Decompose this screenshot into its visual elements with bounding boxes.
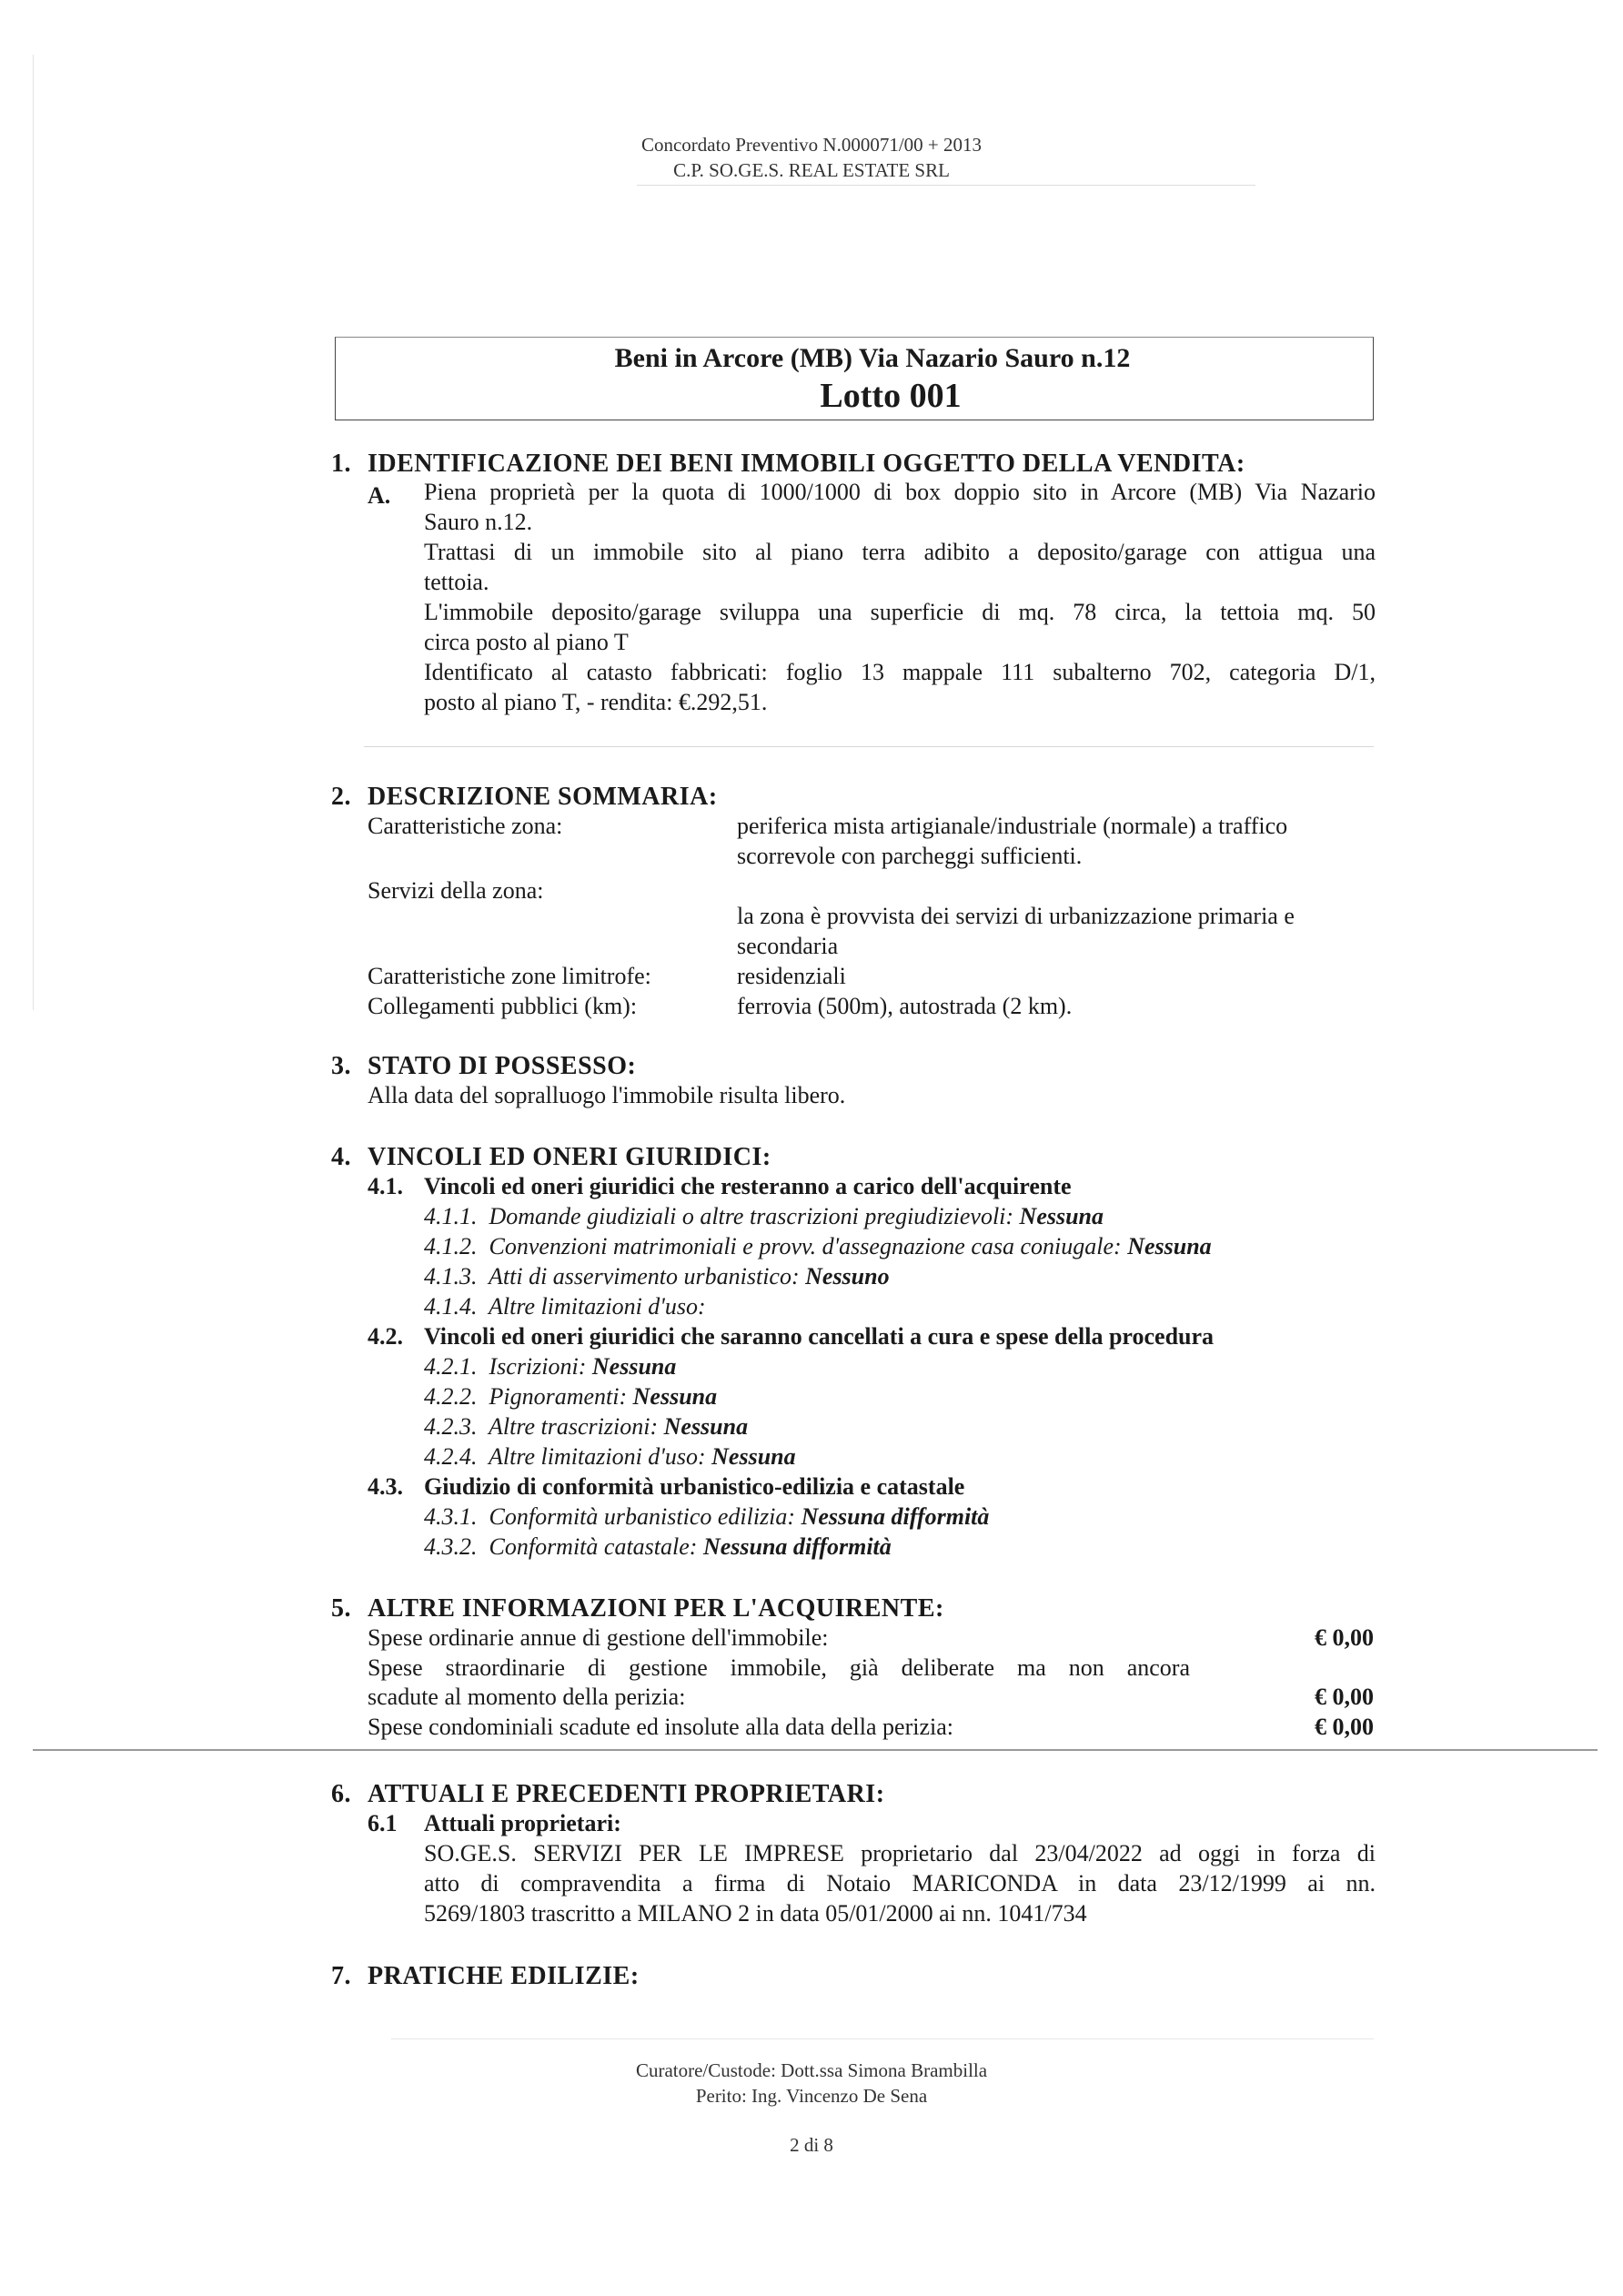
subsection-number: 4.2. — [368, 1323, 403, 1350]
item-value: Nessuna — [591, 1353, 677, 1380]
list-item — [424, 1203, 1104, 1230]
subsection-title: Vincoli ed oneri giuridici che resteranno a carico dell'acquirente — [424, 1173, 1072, 1199]
section-2-number: 2. — [331, 783, 351, 811]
s1-line: Trattasi di un immobile sito al piano terra adibito a deposito/garage con attigua una — [424, 539, 1376, 565]
s1-line: tettoia. — [424, 569, 489, 595]
item-label: Iscrizioni: — [489, 1353, 587, 1380]
desc-label: Caratteristiche zona: — [368, 813, 563, 839]
owner-line: atto di compravendita a firma di Notaio MARICONDA in data 23/12/1999 ai nn. — [424, 1870, 1376, 1896]
desc-value: scorrevole con parcheggi sufficienti. — [737, 843, 1083, 869]
subsection-number: 6.1 — [368, 1810, 398, 1836]
s1-line: Identificato al catasto fabbricati: foglio 13 mappale 111 subalterno 702, categoria D/1, — [424, 659, 1376, 685]
item-number: 4.2.1. — [424, 1353, 478, 1380]
item-number: 4.1.3. — [424, 1263, 478, 1290]
desc-value: residenziali — [737, 963, 846, 989]
section-7-title: PRATICHE EDILIZIE: — [368, 1962, 640, 1990]
item-value: Nessuna — [1019, 1203, 1104, 1229]
list-item — [424, 1503, 989, 1531]
list-item — [424, 1533, 892, 1561]
item-number: 4.1.4. — [424, 1293, 478, 1320]
desc-value: ferrovia (500m), autostrada (2 km). — [737, 993, 1073, 1019]
expense-amount: € 0,00 — [1315, 1624, 1374, 1651]
item-number: 4.2.4. — [424, 1443, 478, 1470]
section-7-number: 7. — [331, 1962, 351, 1990]
item-number: 4.3.2. — [424, 1533, 478, 1560]
expense-label: scadute al momento della perizia: — [368, 1684, 686, 1710]
item-value: Nessuna — [1127, 1233, 1212, 1259]
item-label: Pignoramenti: — [489, 1383, 628, 1410]
desc-value: la zona è provvista dei servizi di urbanizzazione primaria e — [737, 903, 1295, 929]
item-number: 4.2.2. — [424, 1383, 478, 1410]
list-item — [424, 1443, 796, 1471]
horizontal-rule — [33, 1749, 1598, 1751]
section-1-number: 1. — [331, 450, 351, 478]
item-label: Atti di asservimento urbanistico: — [489, 1263, 800, 1290]
desc-label: Caratteristiche zone limitrofe: — [368, 963, 651, 989]
expense-amount: € 0,00 — [1315, 1684, 1374, 1710]
item-value: Nessuna — [711, 1443, 796, 1470]
section-4-number: 4. — [331, 1143, 351, 1171]
item-number: 4.3.1. — [424, 1503, 478, 1530]
item-label: Altre trascrizioni: — [489, 1413, 659, 1440]
subsection-title: Attuali proprietari: — [424, 1810, 621, 1836]
s1-line: L'immobile deposito/garage sviluppa una superficie di mq. 78 circa, la tettoia mq. 50 — [424, 599, 1376, 625]
expense-label: Spese straordinarie di gestione immobile, già deliberate ma non ancora — [368, 1654, 1190, 1681]
section-divider — [364, 746, 1374, 747]
item-label: Domande giudiziali o altre trascrizioni pregiudizievoli: — [489, 1203, 1014, 1229]
expense-amount: € 0,00 — [1315, 1714, 1374, 1740]
desc-label: Collegamenti pubblici (km): — [368, 993, 638, 1019]
desc-label: Servizi della zona: — [368, 877, 544, 904]
section-6-title: ATTUALI E PRECEDENTI PROPRIETARI: — [368, 1780, 885, 1808]
section-1-title: IDENTIFICAZIONE DEI BENI IMMOBILI OGGETTO DELLA VENDITA: — [368, 450, 1245, 478]
list-item — [424, 1353, 676, 1381]
item-value: Nessuna difformità — [801, 1503, 990, 1530]
owner-line: SO.GE.S. SERVIZI PER LE IMPRESE proprietario dal 23/04/2022 ad oggi in forza di — [424, 1840, 1376, 1866]
subsection-title: Vincoli ed oneri giuridici che saranno cancellati a cura e spese della procedura — [424, 1323, 1215, 1350]
s1-line: posto al piano T, - rendita: €.292,51. — [424, 689, 768, 715]
item-label: Conformità urbanistico edilizia: — [489, 1503, 796, 1530]
item-number: 4.2.3. — [424, 1413, 478, 1440]
item-number: 4.1.2. — [424, 1233, 478, 1259]
page-header — [0, 132, 1623, 183]
subsection-number: 4.3. — [368, 1473, 403, 1500]
section-5-number: 5. — [331, 1594, 351, 1623]
expense-label: Spese condominiali scadute ed insolute alla data della perizia: — [368, 1714, 953, 1740]
owner-line: 5269/1803 trascritto a MILANO 2 in data 05/01/2000 ai nn. 1041/734 — [424, 1900, 1087, 1927]
title-lot: Lotto 001 — [820, 377, 962, 415]
item-label: Altre limitazioni d'uso: — [489, 1293, 706, 1320]
item-value: Nessuna — [632, 1383, 718, 1410]
scan-edge — [33, 55, 34, 1010]
expense-label: Spese ordinarie annue di gestione dell'immobile: — [368, 1624, 829, 1651]
desc-value: periferica mista artigianale/industriale (normale) a traffico — [737, 813, 1288, 839]
section-2-title: DESCRIZIONE SOMMARIA: — [368, 783, 718, 811]
title-box — [335, 337, 1374, 420]
item-a-label: A. — [368, 482, 391, 509]
page-number: 2 di 8 — [790, 2134, 833, 2156]
footer-curator: Curatore/Custode: Dott.ssa Simona Brambilla — [635, 2059, 988, 2081]
s1-line: Sauro n.12. — [424, 509, 533, 535]
section-5-title: ALTRE INFORMAZIONI PER L'ACQUIRENTE: — [368, 1594, 944, 1623]
item-label: Altre limitazioni d'uso: — [489, 1443, 706, 1470]
item-value: Nessuna — [663, 1413, 749, 1440]
possession-text: Alla data del sopralluogo l'immobile risulta libero. — [368, 1082, 846, 1108]
footer-divider — [391, 2038, 1374, 2039]
footer-expert: Perito: Ing. Vincenzo De Sena — [695, 2085, 928, 2107]
header-procedure: Concordato Preventivo N.000071/00 + 2013 — [640, 134, 983, 156]
subsection-number: 4.1. — [368, 1173, 403, 1199]
item-label: Convenzioni matrimoniali e provv. d'assegnazione casa coniugale: — [489, 1233, 1122, 1259]
section-6-number: 6. — [331, 1780, 351, 1808]
list-item — [424, 1383, 717, 1411]
item-label: Conformità catastale: — [489, 1533, 698, 1560]
item-value: Nessuno — [805, 1263, 890, 1290]
list-item — [424, 1233, 1212, 1260]
section-3-title: STATO DI POSSESSO: — [368, 1052, 637, 1080]
list-item — [424, 1413, 748, 1441]
item-number: 4.1.1. — [424, 1203, 478, 1229]
section-3-number: 3. — [331, 1052, 351, 1080]
s1-line: circa posto al piano T — [424, 629, 629, 655]
desc-value: secondaria — [737, 933, 839, 959]
list-item — [424, 1263, 890, 1290]
s1-line: Piena proprietà per la quota di 1000/1000 di box doppio sito in Arcore (MB) Via Nazario — [424, 479, 1376, 505]
title-address: Beni in Arcore (MB) Via Nazario Sauro n.12 — [614, 343, 1131, 373]
header-company: C.P. SO.GE.S. REAL ESTATE SRL — [673, 159, 950, 181]
subsection-title: Giudizio di conformità urbanistico-edilizia e catastale — [424, 1473, 965, 1500]
item-value: Nessuna difformità — [702, 1533, 892, 1560]
section-4-title: VINCOLI ED ONERI GIURIDICI: — [368, 1143, 771, 1171]
header-underline — [637, 185, 1255, 186]
list-item — [424, 1293, 706, 1320]
